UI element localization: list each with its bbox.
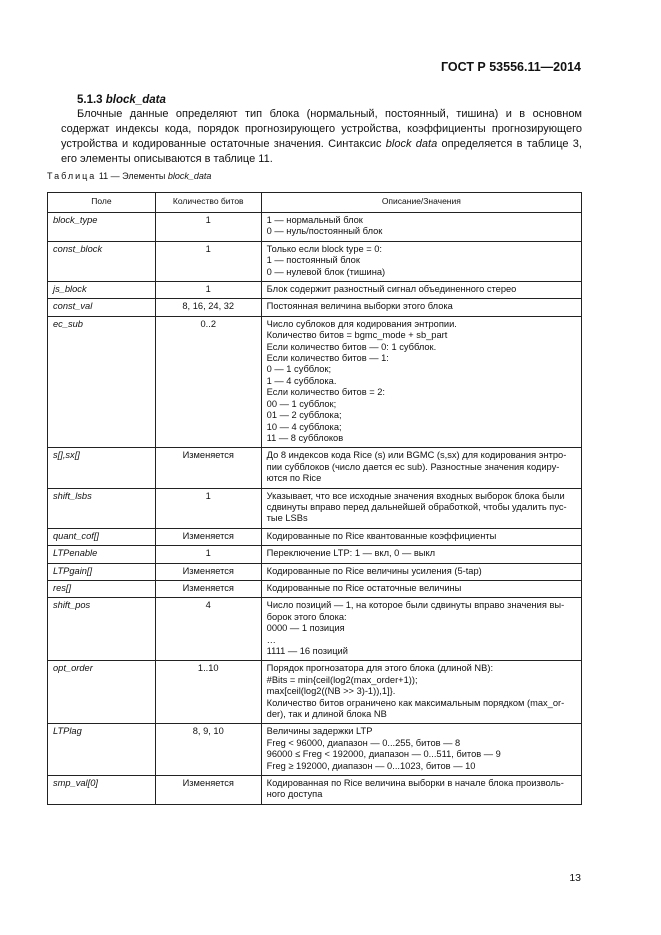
- description-line: #Bits = min{ceil(log2(max_order+1));: [266, 674, 418, 685]
- description-line: …: [266, 634, 276, 645]
- description-line: Постоянная величина выборки этого блока: [266, 301, 453, 312]
- bit-count: 1: [155, 488, 261, 528]
- description-line: 01 — 2 субблока;: [266, 410, 342, 421]
- description-line: ются по Rice: [266, 473, 322, 484]
- description-line: Если количество битов — 1:: [266, 353, 389, 364]
- bit-count: Изменяется: [155, 776, 261, 805]
- standard-number: ГОСТ Р 53556.11—2014: [440, 60, 581, 74]
- bit-count: 4: [155, 598, 261, 661]
- field-name: shift_lsbs: [48, 488, 156, 528]
- table-header-row: [48, 193, 582, 213]
- caption-text: 11 — Элементы: [98, 171, 166, 181]
- description-line: 1 — 4 субблока.: [266, 375, 337, 386]
- description-line: тые LSBs: [266, 513, 308, 524]
- description-line: Кодированная по Rice величина выборки в начале блока произволь-: [266, 778, 564, 789]
- field-name: ec_sub: [48, 316, 156, 447]
- caption-name: block_data: [167, 171, 212, 181]
- description: [261, 299, 581, 316]
- description: [261, 563, 581, 580]
- table-row: [48, 580, 582, 597]
- section-heading: [77, 94, 166, 106]
- elements-table: [47, 192, 582, 805]
- intro-text-2: определяется в таблице 3, его элементы описываются в таблице 11.: [61, 138, 582, 165]
- description-line: До 8 индексов кода Rice (s) или BGMC (s,sx) для кодирования энтро-: [266, 450, 567, 461]
- description-line: Freg < 96000, диапазон — 0...255, битов — 8: [266, 737, 461, 748]
- description-line: Кодированные по Rice квантованные коэффициенты: [266, 530, 497, 541]
- bit-count: Изменяется: [155, 580, 261, 597]
- table-row: [48, 299, 582, 316]
- page-number: 13: [569, 872, 581, 884]
- description-line: der), так и длиной блока NB: [266, 709, 387, 720]
- description-line: 0 — нулевой блок (тишина): [266, 266, 386, 277]
- section-number: 5.1.3: [77, 94, 103, 106]
- bit-count: Изменяется: [155, 528, 261, 545]
- table-row: [48, 776, 582, 805]
- caption-prefix: Таблица: [47, 171, 97, 181]
- table-row: [48, 282, 582, 299]
- field-name: js_block: [48, 282, 156, 299]
- description-line: 00 — 1 субблок;: [266, 398, 337, 409]
- field-name: smp_val[0]: [48, 776, 156, 805]
- description-line: Количество битов ограничено как максимальным порядком (max_or-: [266, 697, 565, 708]
- description-line: сдвинуты вправо перед дальнейшей обработкой, чтобы удалить пус-: [266, 501, 567, 512]
- bit-count: 1: [155, 282, 261, 299]
- description-line: Кодированные по Rice остаточные величины: [266, 582, 462, 593]
- description: [261, 580, 581, 597]
- description-line: Число позиций — 1, на которое были сдвинуты вправо значения вы-: [266, 600, 565, 611]
- description: [261, 282, 581, 299]
- bit-count: 1: [155, 241, 261, 281]
- header-field: Поле: [48, 193, 156, 213]
- field-name: LTPlag: [48, 724, 156, 776]
- intro-text-1: Блочные данные определяют тип блока (нормальный, постоянный, тишина) и в основном содержат индексы кода, порядок прогнозирующего устройства, коэффициенты прогнозирующего устройства и кодированные остаточные значения. Синтаксис: [61, 108, 582, 150]
- description-line: Если количество битов — 0: 1 субблок.: [266, 341, 437, 352]
- description-line: ного доступа: [266, 789, 323, 800]
- field-name: opt_order: [48, 661, 156, 724]
- description-line: Указывает, что все исходные значения входных выборок блока были: [266, 490, 565, 501]
- description-line: 0 — нуль/постоянный блок: [266, 226, 383, 237]
- bit-count: 0..2: [155, 316, 261, 447]
- field-name: const_val: [48, 299, 156, 316]
- bit-count: Изменяется: [155, 448, 261, 488]
- field-name: quant_cof[]: [48, 528, 156, 545]
- description-line: пии субблоков (число дается ec sub). Разностные значения кодиру-: [266, 461, 560, 472]
- field-name: block_type: [48, 213, 156, 242]
- description-line: Величины задержки LTP: [266, 726, 373, 737]
- description-line: 1 — нормальный блок: [266, 215, 363, 225]
- table-caption: [47, 171, 211, 181]
- field-name: res[]: [48, 580, 156, 597]
- header-description: Описание/Значения: [261, 193, 581, 213]
- description-line: Количество битов = bgmc_mode + sb_part: [266, 330, 448, 341]
- description: [261, 546, 581, 563]
- description: [261, 598, 581, 661]
- description-line: 1111 — 16 позиций: [266, 646, 348, 656]
- field-name: shift_pos: [48, 598, 156, 661]
- description: [261, 316, 581, 447]
- bit-count: 8, 9, 10: [155, 724, 261, 776]
- table-row: [48, 598, 582, 661]
- field-name: const_block: [48, 241, 156, 281]
- table-row: [48, 448, 582, 488]
- table-row: [48, 213, 582, 242]
- table-row: [48, 488, 582, 528]
- table-row: [48, 563, 582, 580]
- description: [261, 661, 581, 724]
- description-line: 10 — 4 субблока;: [266, 421, 342, 432]
- bit-count: 1: [155, 213, 261, 242]
- field-name: s[],sx[]: [48, 448, 156, 488]
- description-line: Порядок прогнозатора для этого блока (длиной NB):: [266, 663, 494, 674]
- description-line: Блок содержит разностный сигнал объединенного стерео: [266, 284, 517, 295]
- bit-count: 1..10: [155, 661, 261, 724]
- description-line: борок этого блока:: [266, 611, 347, 622]
- table-row: [48, 316, 582, 447]
- table-row: [48, 528, 582, 545]
- description: [261, 724, 581, 776]
- intro-code: block data: [385, 138, 438, 150]
- description-line: max[ceil(log2((NB >> 3)-1)),1]}.: [266, 686, 396, 697]
- bit-count: Изменяется: [155, 563, 261, 580]
- description-line: 96000 ≤ Freg < 192000, диапазон — 0...511, битов — 9: [266, 749, 501, 760]
- table-row: [48, 661, 582, 724]
- description-line: Переключение LTP: 1 — вкл, 0 — выкл: [266, 548, 436, 559]
- field-name: LTPenable: [48, 546, 156, 563]
- description-line: Кодированные по Rice величины усиления (5-tap): [266, 565, 482, 576]
- table-row: [48, 546, 582, 563]
- description-line: 11 — 8 субблоков: [266, 432, 344, 443]
- description: [261, 448, 581, 488]
- description-line: Если количество битов = 2:: [266, 387, 386, 398]
- description-line: Только если block type = 0:: [266, 243, 383, 254]
- field-name: LTPgain[]: [48, 563, 156, 580]
- table-row: [48, 724, 582, 776]
- description: [261, 241, 581, 281]
- bit-count: 8, 16, 24, 32: [155, 299, 261, 316]
- section-title: block_data: [105, 94, 166, 106]
- description-line: Число сублоков для кодирования энтропии.: [266, 318, 457, 329]
- intro-paragraph: [61, 107, 582, 167]
- description: [261, 528, 581, 545]
- description-line: 0 — 1 субблок;: [266, 364, 332, 375]
- bit-count: 1: [155, 546, 261, 563]
- description-line: 0000 — 1 позиция: [266, 623, 345, 634]
- description-line: 1 — постоянный блок: [266, 255, 360, 266]
- description: [261, 213, 581, 242]
- description: [261, 776, 581, 805]
- table-row: [48, 241, 582, 281]
- header-bits: Количество битов: [155, 193, 261, 213]
- description-line: Freg ≥ 192000, диапазон — 0...1023, битов — 10: [266, 760, 476, 771]
- description: [261, 488, 581, 528]
